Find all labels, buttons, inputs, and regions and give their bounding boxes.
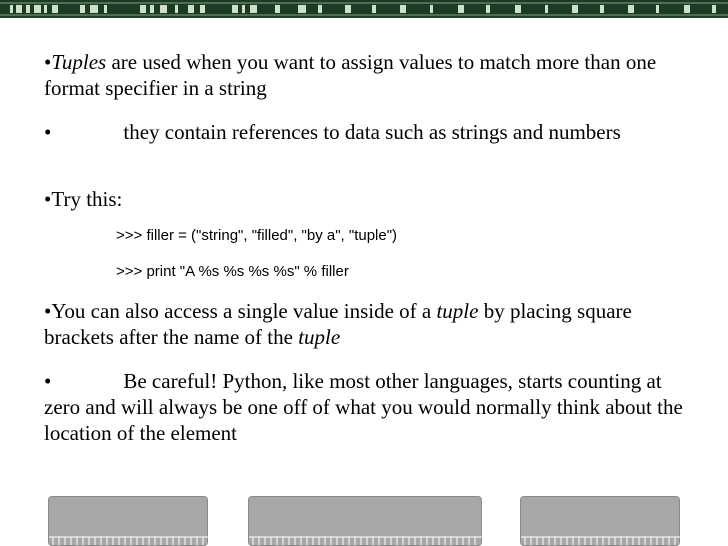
bullet-tuples-intro bbox=[44, 49, 684, 101]
emphasis-tuple: tuple bbox=[298, 325, 341, 349]
bullet-mark: • bbox=[44, 369, 52, 393]
footer-tab-right bbox=[520, 496, 680, 546]
bullet-try-this bbox=[44, 186, 122, 212]
ruler-ticks-icon bbox=[521, 531, 681, 545]
ruler-ticks-icon bbox=[49, 531, 209, 545]
bullet-mark: • bbox=[44, 50, 52, 74]
bullet-mark: • bbox=[44, 299, 52, 323]
footer-tab-center bbox=[248, 496, 482, 546]
bullet-be-careful bbox=[44, 368, 684, 446]
bullet-text: are used when you want to assign values to match more than one format specifier in a string bbox=[44, 50, 657, 100]
emphasis-tuples: Tuples bbox=[51, 50, 107, 74]
code-line-filler: >>> filler = ("string", "filled", "by a", "tuple") bbox=[116, 227, 398, 244]
bullet-mark: • bbox=[44, 120, 52, 144]
bullet-references bbox=[44, 119, 621, 145]
ruler-ticks-icon bbox=[249, 531, 483, 545]
bullet-mark: • bbox=[44, 187, 52, 211]
code-line-print: >>> print "A %s %s %s %s" % filler bbox=[116, 263, 349, 280]
emphasis-tuple: tuple bbox=[436, 299, 479, 323]
bullet-text: You can also access a single value inside of a bbox=[51, 299, 437, 323]
bullet-text: they contain references to data such as strings and numbers bbox=[123, 120, 621, 144]
circuit-pattern-icon bbox=[0, 2, 728, 16]
bullet-text: Be careful! Python, like most other languages, starts counting at zero and will always be one off of what you would normally think about the location of the element bbox=[44, 369, 683, 445]
bullet-text: Try this: bbox=[51, 187, 123, 211]
circuit-banner bbox=[0, 0, 728, 18]
footer-tab-left bbox=[48, 496, 208, 546]
bullet-access-value bbox=[44, 298, 684, 350]
bullet-text-continued: by placing square brackets after the name of the bbox=[44, 299, 632, 349]
